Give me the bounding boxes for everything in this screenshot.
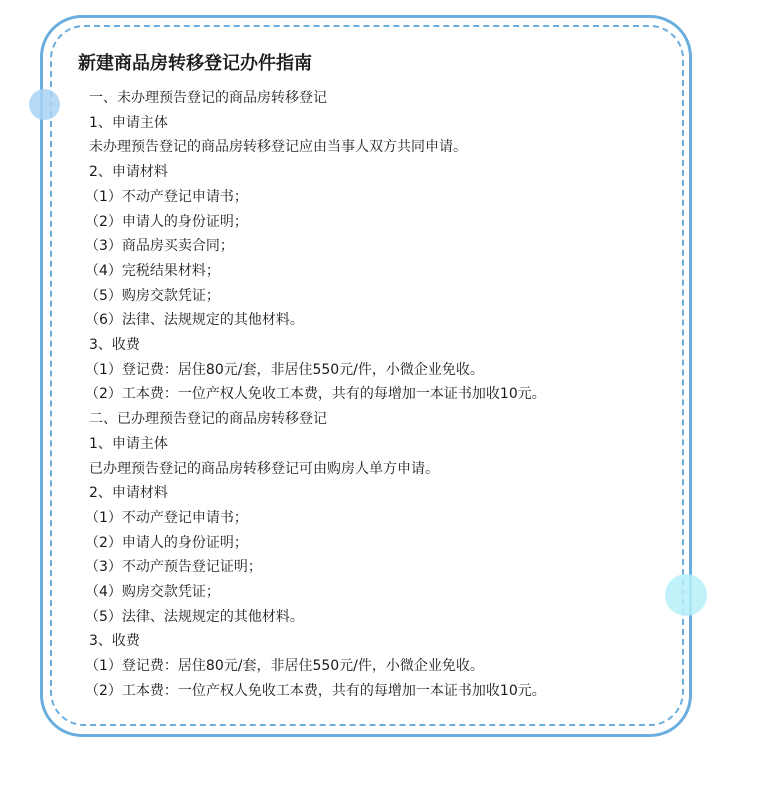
list-item: （5）购房交款凭证； [85, 287, 220, 304]
list-item: （4）完税结果材料； [85, 262, 220, 279]
section-heading: 二、已办理预告登记的商品房转移登记 [89, 411, 327, 428]
list-item: （1）登记费：居住80元/套，非居住550元/件，小微企业免收。 [85, 361, 484, 378]
list-item: （2）申请人的身份证明； [85, 534, 248, 551]
subheading: 2、申请材料 [89, 164, 168, 181]
list-item: （5）法律、法规规定的其他材料。 [85, 608, 304, 625]
list-item: （2）申请人的身份证明； [85, 213, 248, 230]
paragraph: 已办理预告登记的商品房转移登记可由购房人单方申请。 [89, 460, 439, 477]
section-heading: 一、未办理预告登记的商品房转移登记 [89, 90, 327, 106]
list-item: （4）购房交款凭证； [85, 584, 220, 601]
list-item: （6）法律、法规规定的其他材料。 [85, 312, 304, 329]
subheading: 2、申请材料 [89, 485, 168, 502]
list-item: （2）工本费：一位产权人免收工本费，共有的每增加一本证书加收10元。 [85, 386, 546, 403]
subheading: 3、收费 [89, 337, 140, 354]
decorative-dot-left [29, 89, 60, 120]
list-item: （1）不动产登记申请书； [85, 188, 248, 205]
list-item: （3）不动产预告登记证明； [85, 559, 262, 576]
list-item: （3）商品房买卖合同； [85, 238, 234, 255]
guide-content [85, 86, 679, 704]
list-item: （1）不动产登记申请书； [85, 509, 248, 526]
paragraph: 未办理预告登记的商品房转移登记应由当事人双方共同申请。 [89, 139, 467, 156]
list-item: （2）工本费：一位产权人免收工本费，共有的每增加一本证书加收10元。 [85, 682, 546, 699]
list-item: （1）登记费：居住80元/套，非居住550元/件，小微企业免收。 [85, 658, 484, 675]
subheading: 1、申请主体 [89, 435, 168, 452]
subheading: 3、收费 [89, 633, 140, 650]
page-title: 新建商品房转移登记办件指南 [78, 53, 312, 74]
subheading: 1、申请主体 [89, 114, 168, 131]
